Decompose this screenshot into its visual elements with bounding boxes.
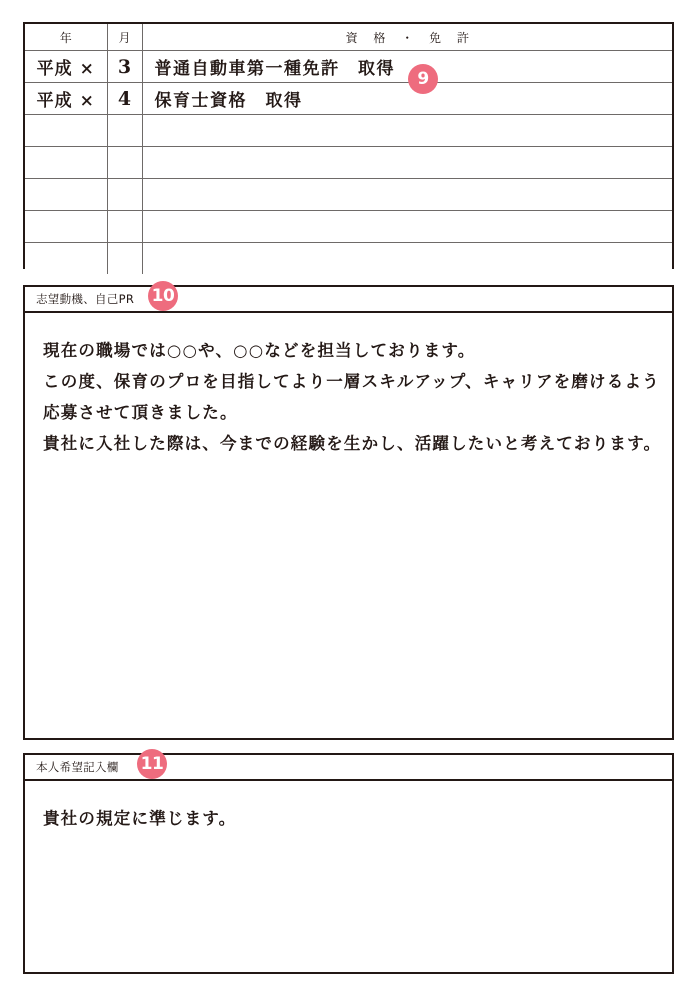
request-text-line: 貴社の規定に準じます。 [43, 809, 237, 828]
table-header-row [25, 24, 672, 51]
cell-year[interactable]: 平成 × [25, 83, 107, 115]
cell-year[interactable] [25, 115, 107, 147]
motivation-text-line: この度、保育のプロを目指してより一層スキルアップ、キャリアを磨けるよう [43, 372, 660, 391]
step-badge-10: 10 [148, 281, 178, 311]
step-badge-11: 11 [137, 749, 167, 779]
cell-text[interactable]: 保育士資格 取得 [142, 83, 672, 115]
step-badge-9: 9 [408, 64, 438, 94]
header-license: 資 格 ・ 免 許 [142, 24, 672, 51]
request-title: 本人希望記入欄 [36, 760, 119, 774]
cell-month[interactable] [107, 243, 142, 275]
cell-year[interactable] [25, 179, 107, 211]
qualifications-grid [25, 24, 672, 274]
table-row [25, 147, 672, 179]
header-year: 年 [25, 24, 107, 51]
table-row [25, 115, 672, 147]
table-row [25, 51, 672, 83]
request-body[interactable] [25, 781, 672, 834]
cell-year[interactable] [25, 147, 107, 179]
cell-month[interactable] [107, 115, 142, 147]
motivation-body[interactable] [25, 313, 672, 459]
header-month: 月 [107, 24, 142, 51]
motivation-title: 志望動機、自己PR [36, 292, 135, 306]
cell-text[interactable] [142, 179, 672, 211]
cell-text[interactable] [142, 147, 672, 179]
cell-text[interactable] [142, 115, 672, 147]
motivation-text-line: 現在の職場では○○や、○○などを担当しております。 [43, 341, 476, 360]
table-row [25, 243, 672, 275]
cell-month[interactable] [107, 147, 142, 179]
table-row [25, 211, 672, 243]
cell-year[interactable] [25, 211, 107, 243]
motivation-text-line: 貴社に入社した際は、今までの経験を生かし、活躍したいと考えております。 [43, 434, 662, 453]
motivation-text-line: 応募させて頂きました。 [43, 403, 238, 422]
qualifications-table [23, 22, 674, 269]
cell-text[interactable] [142, 211, 672, 243]
cell-text[interactable]: 普通自動車第一種免許 取得 [142, 51, 672, 83]
request-section-header [25, 755, 672, 781]
motivation-section [23, 285, 674, 740]
cell-year[interactable] [25, 243, 107, 275]
cell-month[interactable] [107, 179, 142, 211]
qualifications-body [25, 24, 672, 274]
request-section [23, 753, 674, 974]
cell-text[interactable] [142, 243, 672, 275]
cell-month[interactable]: 4 [107, 83, 142, 115]
table-row [25, 83, 672, 115]
motivation-section-header [25, 287, 672, 313]
cell-month[interactable] [107, 211, 142, 243]
cell-year[interactable]: 平成 × [25, 51, 107, 83]
table-row [25, 179, 672, 211]
cell-month[interactable]: 3 [107, 51, 142, 83]
